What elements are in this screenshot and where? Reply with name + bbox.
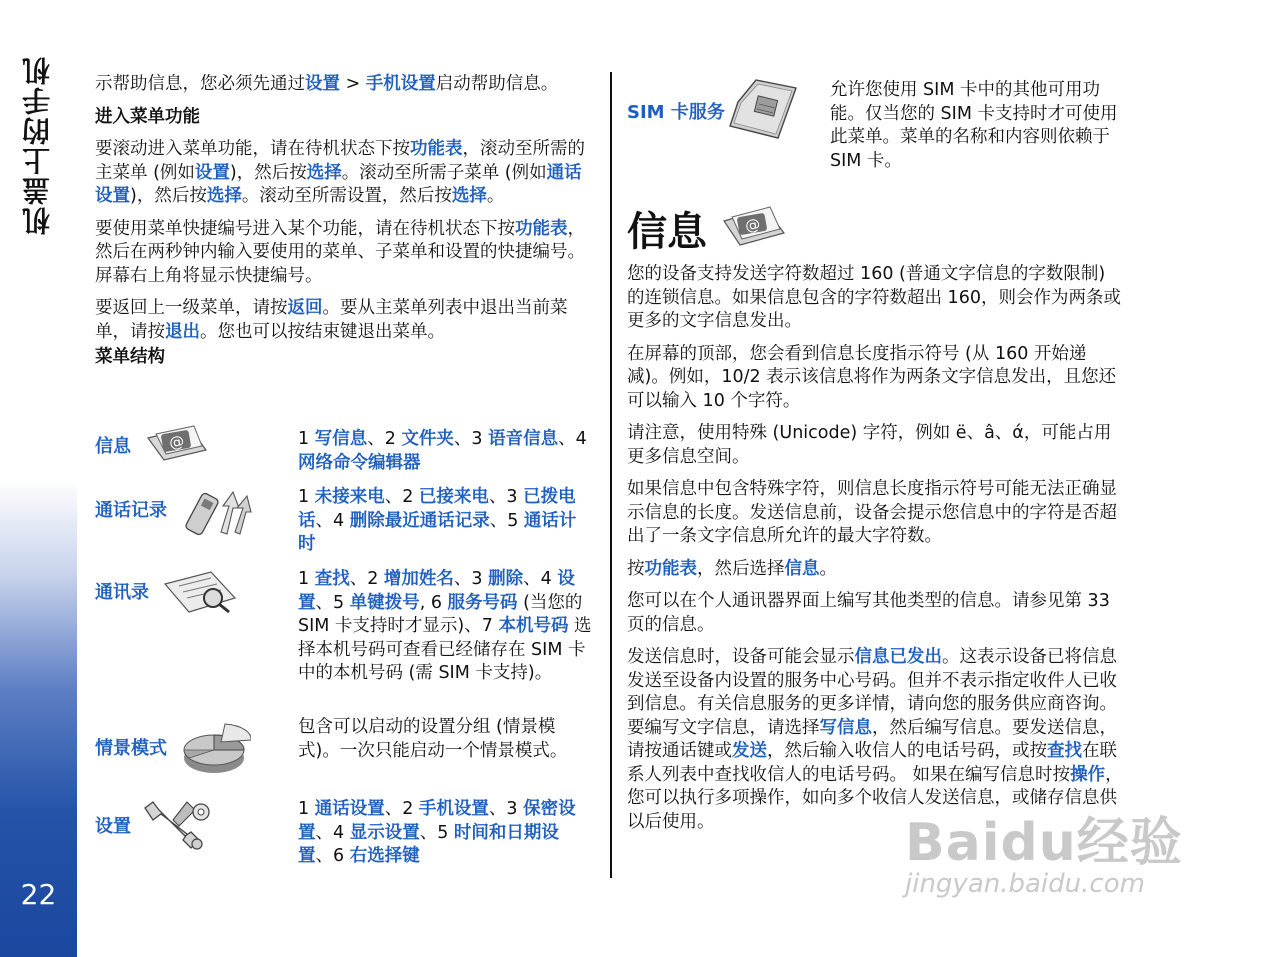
text-run: 。这表示设备已将信息发送至设备内设置的服务中心号码。但并不表示指定收件人已收到信息。有关信息服务的更多详情，请向您的服务供应商咨询。 要编写文字信息，请选择 <box>627 647 1117 738</box>
svg-text:@: @ <box>743 214 762 236</box>
ui-term: 选择 <box>451 186 487 206</box>
menu-desc <box>298 486 593 557</box>
text-run: 、5 <box>419 822 454 843</box>
paragraph-shortcut <box>95 218 595 289</box>
text-run: 、4 <box>523 569 558 589</box>
ui-term: 文件夹 <box>401 429 454 449</box>
text-run: )，然后按 <box>130 186 207 206</box>
text-run: 您的设备支持发送字符数超过 160 (普通文字信息的字数限制) 的连锁信息。如果信息包含的字符数超出 160，则会作为两条或更多的文字信息发出。 <box>627 264 1121 331</box>
svg-text:@: @ <box>167 431 186 453</box>
text-run: 、3 <box>488 487 524 507</box>
ui-term: 增加姓名 <box>383 569 454 589</box>
text-run: 、4 <box>558 429 587 449</box>
ui-term: 时间和日期设置 <box>298 822 559 866</box>
text-run: 、3 <box>488 799 524 819</box>
menu-desc <box>298 568 593 686</box>
ui-term: 语音信息 <box>488 429 559 449</box>
text-run: 在屏幕的顶部，您会看到信息长度指示符号 (从 160 开始递减)。例如，10/2 表示该信息将作为两条文字信息发出，且您还可以输入 10 个字符。 <box>627 343 1117 411</box>
text-run: 包含可以启动的设置分组 (情景模式)。一次只能启动一个情景模式。 <box>298 717 568 761</box>
text-run: 、6 <box>315 846 350 866</box>
text-run: 、2 <box>384 487 419 507</box>
text-run: 要返回上一级菜单，请按 <box>95 298 288 318</box>
text-run: ，您可以执行多项操作，如向多个收信人发送信息，或储存信息供以后使用。 <box>627 764 1123 832</box>
ui-term: 发送 <box>732 741 767 761</box>
left-column <box>95 73 595 379</box>
text-run: 按 <box>627 558 645 579</box>
text-run: 、2 <box>349 569 384 589</box>
text-run: 、5 <box>315 592 350 613</box>
column-divider <box>610 72 612 878</box>
watermark <box>905 800 1183 899</box>
text-run: 1 <box>298 799 315 819</box>
ui-term: 功能表 <box>410 139 463 159</box>
page-number: 22 <box>20 878 57 911</box>
paragraph <box>627 558 1127 582</box>
menu-label: 通话记录 <box>95 500 167 521</box>
text-run: 请注意，使用特殊 (Unicode) 字符，例如 ë、â、ά，可能占用更多信息空间。 <box>627 423 1112 467</box>
sim-service-label: SIM 卡服务 <box>627 102 725 123</box>
text-run: 。 <box>486 186 505 206</box>
ui-term: 功能表 <box>515 218 568 239</box>
ui-term: 服务号码 <box>447 592 518 613</box>
paragraph <box>627 343 1127 414</box>
text-run: 。您也可以按结束键退出菜单。 <box>200 321 445 342</box>
text-run: 要滚动进入菜单功能，请在待机状态下按 <box>95 139 410 159</box>
ui-term: 返回 <box>287 298 323 318</box>
envelope-icon <box>142 424 212 466</box>
paragraph <box>627 263 1127 334</box>
text-run: 1 <box>298 487 315 507</box>
call-log-icon <box>185 486 255 538</box>
envelope-icon <box>718 205 788 251</box>
text-run: 在联系人列表中查找收信人的电话号码。 如果在编写信息时按 <box>627 741 1117 785</box>
ui-term: 信息 <box>784 558 820 579</box>
text-run: (当您的 SIM 卡支持时才显示)、7 <box>298 592 583 636</box>
menu-label: 信息 <box>95 436 131 457</box>
text-run: 、3 <box>453 429 489 449</box>
text-run: ，然后编写信息。要发送信息，请按通话键或 <box>627 717 1117 761</box>
text-run: 。要从主菜单列表中退出当前菜单，请按 <box>95 298 568 342</box>
right-column <box>627 263 1127 843</box>
paragraph <box>627 422 1127 469</box>
text-run: 、4 <box>315 822 350 843</box>
sim-service-description: 允许您使用 SIM 卡中的其他可用功能。仅当您的 SIM 卡支持时才可使用此菜单。菜单的名称和内容则依赖于 SIM 卡。 <box>830 80 1118 171</box>
text-run: 。 <box>819 558 837 579</box>
watermark-url: jingyan.baidu.com <box>905 869 1145 899</box>
contacts-icon <box>161 568 241 616</box>
ui-term: 设置 <box>194 162 230 183</box>
sim-card-icon <box>726 78 798 140</box>
ui-term: 通话设置 <box>95 162 582 206</box>
ui-term: 设置 <box>298 569 575 613</box>
text-run: )，然后按 <box>229 162 307 183</box>
text-run: ，滚动至所需的主菜单 (例如 <box>95 139 585 183</box>
text-run: 示帮助信息，您必须先通过 <box>95 74 305 94</box>
ui-term: 操作 <box>1070 764 1106 785</box>
menu-desc <box>298 798 593 869</box>
paragraph-scroll-menu <box>95 138 595 209</box>
ui-term: 手机设置 <box>365 74 436 94</box>
paragraph <box>627 590 1127 637</box>
intro-paragraph <box>95 73 595 97</box>
text-run: ，然后在两秒钟内输入要使用的菜单、子菜单和设置的快捷编号。屏幕右上角将显示快捷编号。 <box>95 218 585 286</box>
menu-desc <box>298 428 593 475</box>
text-run: 发送信息时，设备可能会显示 <box>627 647 855 667</box>
ui-term: 显示设置 <box>349 822 420 843</box>
text-run: 选择本机号码可查看已经储存在 SIM 卡中的本机号码 (需 SIM 卡支持)。 <box>298 616 592 683</box>
ui-term: 保密设置 <box>298 799 576 843</box>
text-run: 、4 <box>315 510 350 531</box>
wrench-gear-icon <box>139 798 215 854</box>
text-run: > <box>340 74 366 94</box>
text-run: 1 <box>298 569 315 589</box>
pie-chart-icon <box>181 716 251 780</box>
menu-label: 设置 <box>95 816 131 837</box>
text-run: , 6 <box>419 592 448 613</box>
chapter-title: 机盖上的手机 <box>21 55 54 235</box>
text-run: 、3 <box>453 569 489 589</box>
text-run: 1 <box>298 429 315 449</box>
ui-term: 已接来电 <box>418 487 489 507</box>
ui-term: 手机设置 <box>418 799 489 819</box>
text-run: 。滚动至所需设置，然后按 <box>241 186 452 206</box>
ui-term: 删除 <box>488 569 524 589</box>
ui-term: 功能表 <box>644 558 697 579</box>
heading-menu-structure: 菜单结构 <box>95 347 165 367</box>
text-run: 您可以在个人通讯器界面上编写其他类型的信息。请参见第 33 页的信息。 <box>627 591 1110 635</box>
ui-term: 通话设置 <box>314 799 385 819</box>
ui-term: 已拨电话 <box>298 487 576 531</box>
section-title: 信息 <box>627 209 707 255</box>
text-run: ，然后输入收信人的电话号码，或按 <box>767 741 1047 761</box>
ui-term: 删除最近通话记录 <box>349 510 490 531</box>
menu-desc <box>298 716 593 763</box>
paragraph <box>627 478 1127 549</box>
ui-term: 单键拨号 <box>349 592 420 613</box>
text-run: ，然后选择 <box>697 558 785 579</box>
ui-term: 选择 <box>206 186 242 206</box>
ui-term: 本机号码 <box>498 616 569 636</box>
ui-term: 通话计时 <box>298 510 577 554</box>
text-run: 、2 <box>384 799 419 819</box>
ui-term: 写信息 <box>314 429 368 449</box>
text-run: 要使用菜单快捷编号进入某个功能，请在待机状态下按 <box>95 218 515 239</box>
ui-term: 右选择键 <box>349 846 420 866</box>
ui-term: 查找 <box>1047 741 1082 761</box>
text-run: 。滚动至所需子菜单 (例如 <box>341 162 547 183</box>
sidebar <box>0 0 77 957</box>
ui-term: 设置 <box>305 74 340 94</box>
ui-term: 退出 <box>165 321 200 342</box>
heading-access-menu: 进入菜单功能 <box>95 106 200 127</box>
ui-term: 信息已发出 <box>854 647 942 667</box>
ui-term: 写信息 <box>819 717 872 738</box>
menu-label: 情景模式 <box>95 738 167 759</box>
ui-term: 查找 <box>314 569 350 589</box>
watermark-logo: Baidu经验 <box>905 813 1183 873</box>
text-run: 、5 <box>489 510 524 531</box>
text-run: 如果信息中包含特殊字符，则信息长度指示符号可能无法正确显示信息的长度。发送信息前，设备会提示您信息中的字符是否超出了一条文字信息所允许的最大字符数。 <box>627 479 1117 546</box>
text-run: 启动帮助信息。 <box>435 74 559 94</box>
menu-label: 通讯录 <box>95 582 149 603</box>
ui-term: 选择 <box>306 162 342 183</box>
ui-term: 网络命令编辑器 <box>298 452 421 473</box>
ui-term: 未接来电 <box>314 487 385 507</box>
text-run: 、2 <box>367 429 402 449</box>
paragraph-back-exit <box>95 297 595 344</box>
